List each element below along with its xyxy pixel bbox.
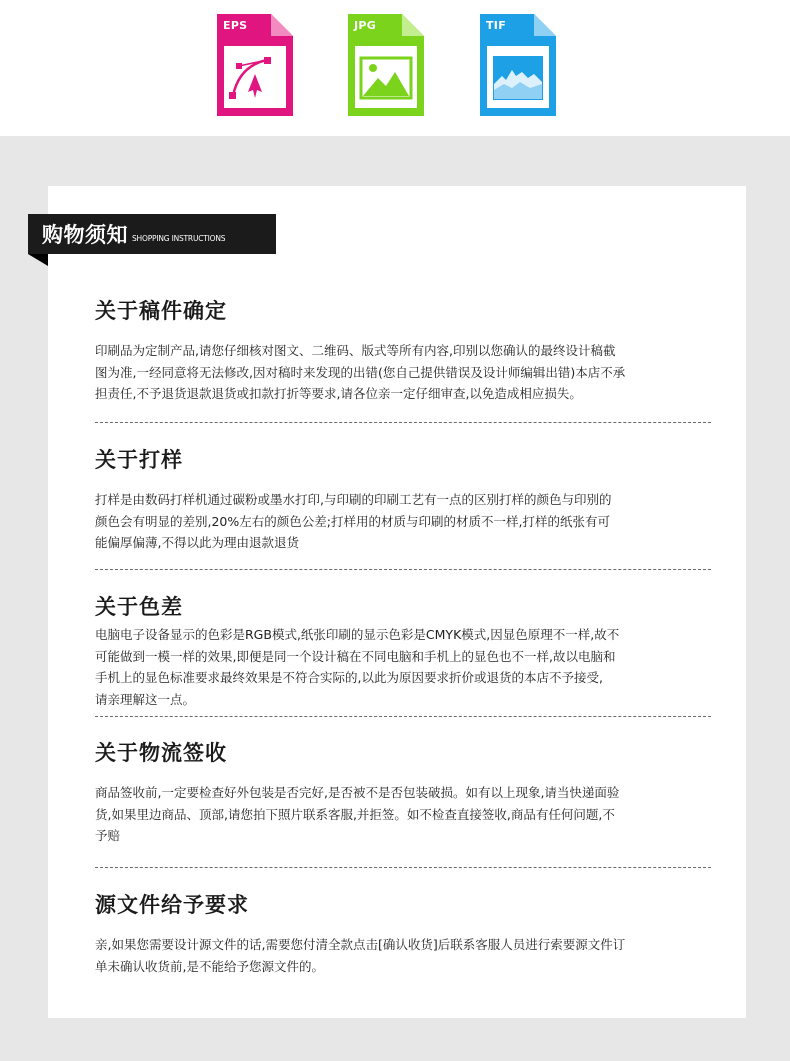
section-line: 颜色会有明显的差别,20%左右的颜色公差;打样用的材质与印刷的材质不一样,打样的纸张有可 bbox=[95, 513, 610, 529]
section-line: 能偏厚偏薄,不得以此为理由退款退货 bbox=[95, 535, 299, 550]
format-icons-strip bbox=[0, 0, 790, 136]
eps-label: EPS bbox=[223, 19, 248, 32]
section-line: 亲,如果您需要设计源文件的话,需要您付清全款点击[确认收货]后联系客服人员进行索要源文件订 bbox=[95, 937, 626, 952]
section-line: 商品签收前,一定要检查好外包装是否完好,是否被不是否包装破损。如有以上现象,请当快递面验 bbox=[95, 785, 620, 800]
section-line: 请亲理解这一点。 bbox=[95, 691, 196, 707]
dashed-divider bbox=[95, 422, 711, 423]
section-heading: 关于物流签收 bbox=[95, 741, 227, 765]
section-line: 打样是由数码打样机通过碳粉或墨水打印,与印刷的印刷工艺有一点的区别打样的颜色与印别的 bbox=[95, 492, 612, 507]
section-line: 手机上的显色标准要求最终效果是不符合实际的,以此为原因要求折价或退货的本店不予接受, bbox=[95, 670, 603, 685]
section-logistics-receipt bbox=[95, 740, 720, 847]
section-color-difference bbox=[95, 594, 720, 710]
section-line: 印刷品为定制产品,请您仔细核对图文、二维码、版式等所有内容,印别以您确认的最终设计稿截 bbox=[95, 343, 616, 358]
section-heading: 关于色差 bbox=[95, 595, 183, 619]
dashed-divider bbox=[95, 569, 711, 570]
section-heading: 关于打样 bbox=[95, 448, 183, 472]
shopping-instructions-banner bbox=[28, 214, 276, 254]
jpg-label: JPG bbox=[354, 19, 377, 32]
banner-fold bbox=[28, 254, 48, 266]
tif-label: TIF bbox=[486, 19, 507, 32]
section-line: 单未确认收货前,是不能给予您源文件的。 bbox=[95, 958, 324, 974]
section-heading: 源文件给予要求 bbox=[95, 893, 249, 917]
section-line: 予赔 bbox=[95, 828, 121, 843]
banner-subtitle: SHOPPING INSTRUCTIONS bbox=[132, 233, 226, 243]
dashed-divider bbox=[95, 716, 711, 717]
section-source-file-request bbox=[95, 892, 720, 977]
banner-title: 购物须知 bbox=[42, 223, 128, 247]
dashed-divider bbox=[95, 867, 711, 868]
tif-file-icon bbox=[480, 14, 556, 116]
section-heading: 关于稿件确定 bbox=[95, 299, 227, 323]
section-line: 电脑电子设备显示的色彩是RGB模式,纸张印刷的显示色彩是CMYK模式,因显色原理不一样,故不 bbox=[95, 627, 620, 642]
tif-image-icon bbox=[493, 56, 543, 100]
section-manuscript-confirmation bbox=[95, 298, 720, 405]
section-line: 担责任,不予退货退款退货或扣款打折等要求,请各位亲一定仔细审查,以免造成相应损失。 bbox=[95, 386, 582, 401]
jpg-file-icon bbox=[348, 14, 424, 116]
eps-file-icon bbox=[217, 14, 293, 116]
section-proofing bbox=[95, 447, 720, 554]
section-line: 图为准,一经同意将无法修改,因对稿时来发现的出错(您自己提供错误及设计师编辑出错)本店不承 bbox=[95, 364, 626, 380]
section-line: 货,如果里边商品、顶部,请您拍下照片联系客服,并拒签。如不检查直接签收,商品有任何问题,不 bbox=[95, 806, 615, 822]
section-line: 可能做到一模一样的效果,即便是同一个设计稿在不同电脑和手机上的显色也不一样,故以电脑和 bbox=[95, 648, 616, 664]
